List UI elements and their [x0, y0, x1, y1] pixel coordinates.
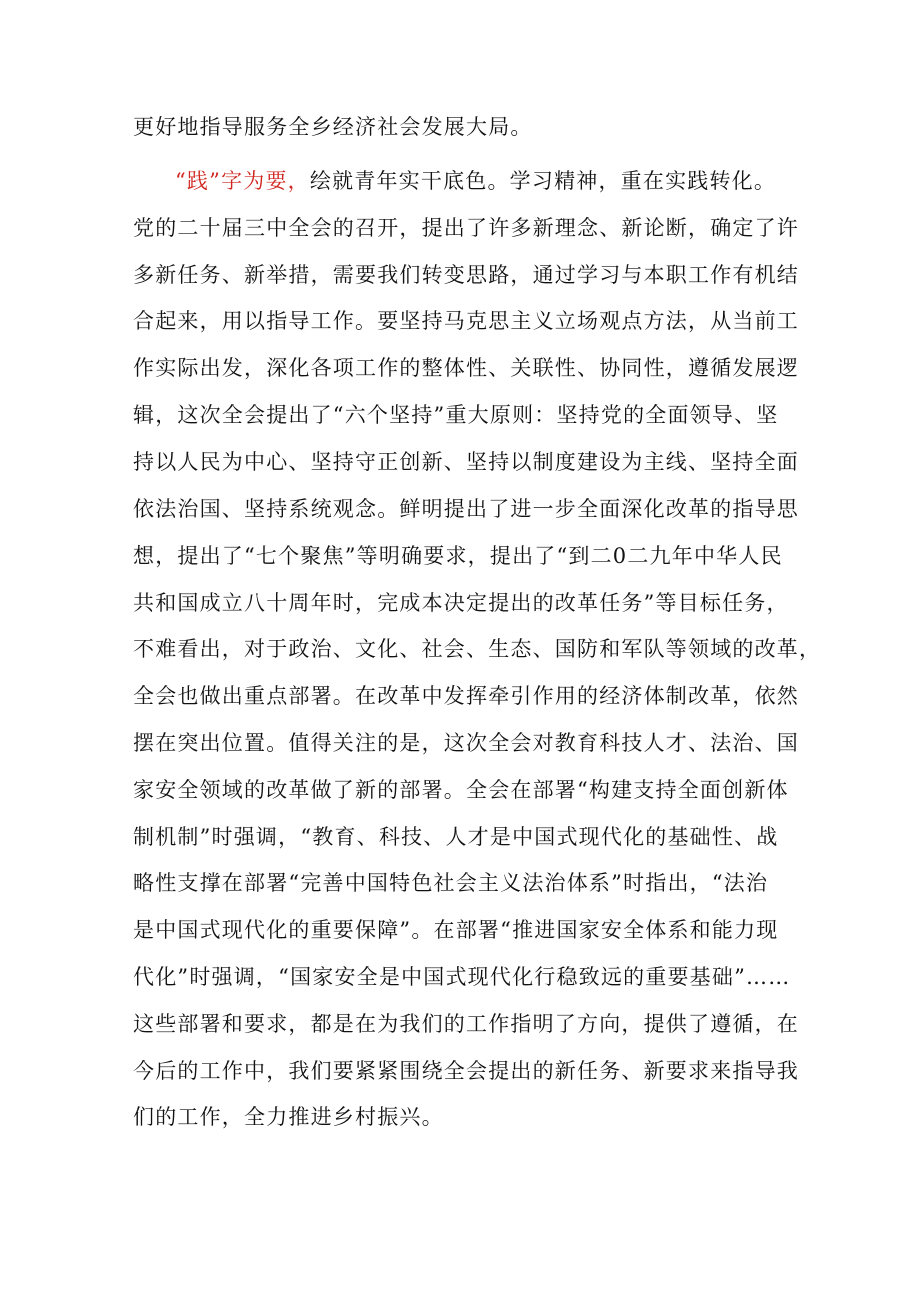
paragraph-line: 党的二十届三中全会的召开，提出了许多新理念、新论断，确定了许 [133, 216, 799, 240]
section-heading-line [175, 166, 795, 196]
paragraph-line: 代化”时强调，“国家安全是中国式现代化行稳致远的重要基础”…… [133, 965, 791, 989]
paragraph-line: 合起来，用以指导工作。要坚持马克思主义立场观点方法，从当前工 [133, 309, 799, 333]
section-heading-text: 绘就青年实干底色。学习精神，重在实践转化。 [309, 169, 777, 193]
paragraph-line: 摆在突出位置。值得关注的是，这次全会对教育科技人才、法治、国 [133, 731, 799, 755]
paragraph-line: 家安全领域的改革做了新的部署。全会在部署“构建支持全面创新体 [133, 778, 789, 802]
paragraph-line: 不难看出，对于政治、文化、社会、生态、国防和军队等领域的改革， [133, 637, 822, 661]
paragraph-line: 更好地指导服务全乡经济社会发展大局。 [133, 115, 533, 139]
paragraph-line: 这些部署和要求，都是在为我们的工作指明了方向，提供了遵循，在 [133, 1012, 799, 1036]
paragraph-line: 是中国式现代化的重要保障”。在部署“推进国家安全体系和能力现 [133, 918, 779, 942]
paragraph-line: 今后的工作中，我们要紧紧围绕全会提出的新任务、新要求来指导我 [133, 1059, 799, 1083]
paragraph-line: 作实际出发，深化各项工作的整体性、关联性、协同性，遵循发展逻 [133, 356, 799, 380]
paragraph-line: 想，提出了“七个聚焦”等明确要求，提出了“到二0二九年中华人民 [133, 544, 783, 568]
paragraph-line: 全会也做出重点部署。在改革中发挥牵引作用的经济体制改革，依然 [133, 684, 799, 708]
paragraph-line: 辑，这次全会提出了“六个坚持”重大原则：坚持党的全面领导、坚 [133, 403, 779, 427]
paragraph-line: 们的工作，全力推进乡村振兴。 [133, 1105, 444, 1129]
paragraph-line: 持以人民为中心、坚持守正创新、坚持以制度建设为主线、坚持全面 [133, 450, 799, 474]
section-heading-keyword: “践”字为要， [175, 169, 310, 193]
paragraph-line: 略性支撑在部署“完善中国特色社会主义法治体系”时指出，“法治 [133, 871, 769, 895]
paragraph-line: 多新任务、新举措，需要我们转变思路，通过学习与本职工作有机结 [133, 263, 799, 287]
paragraph-line: 制机制”时强调，“教育、科技、人才是中国式现代化的基础性、战 [133, 825, 779, 849]
paragraph-line: 共和国成立八十周年时，完成本决定提出的改革任务”等目标任务， [133, 591, 789, 615]
paragraph-line: 依法治国、坚持系统观念。鲜明提出了进一步全面深化改革的指导思 [133, 497, 799, 521]
